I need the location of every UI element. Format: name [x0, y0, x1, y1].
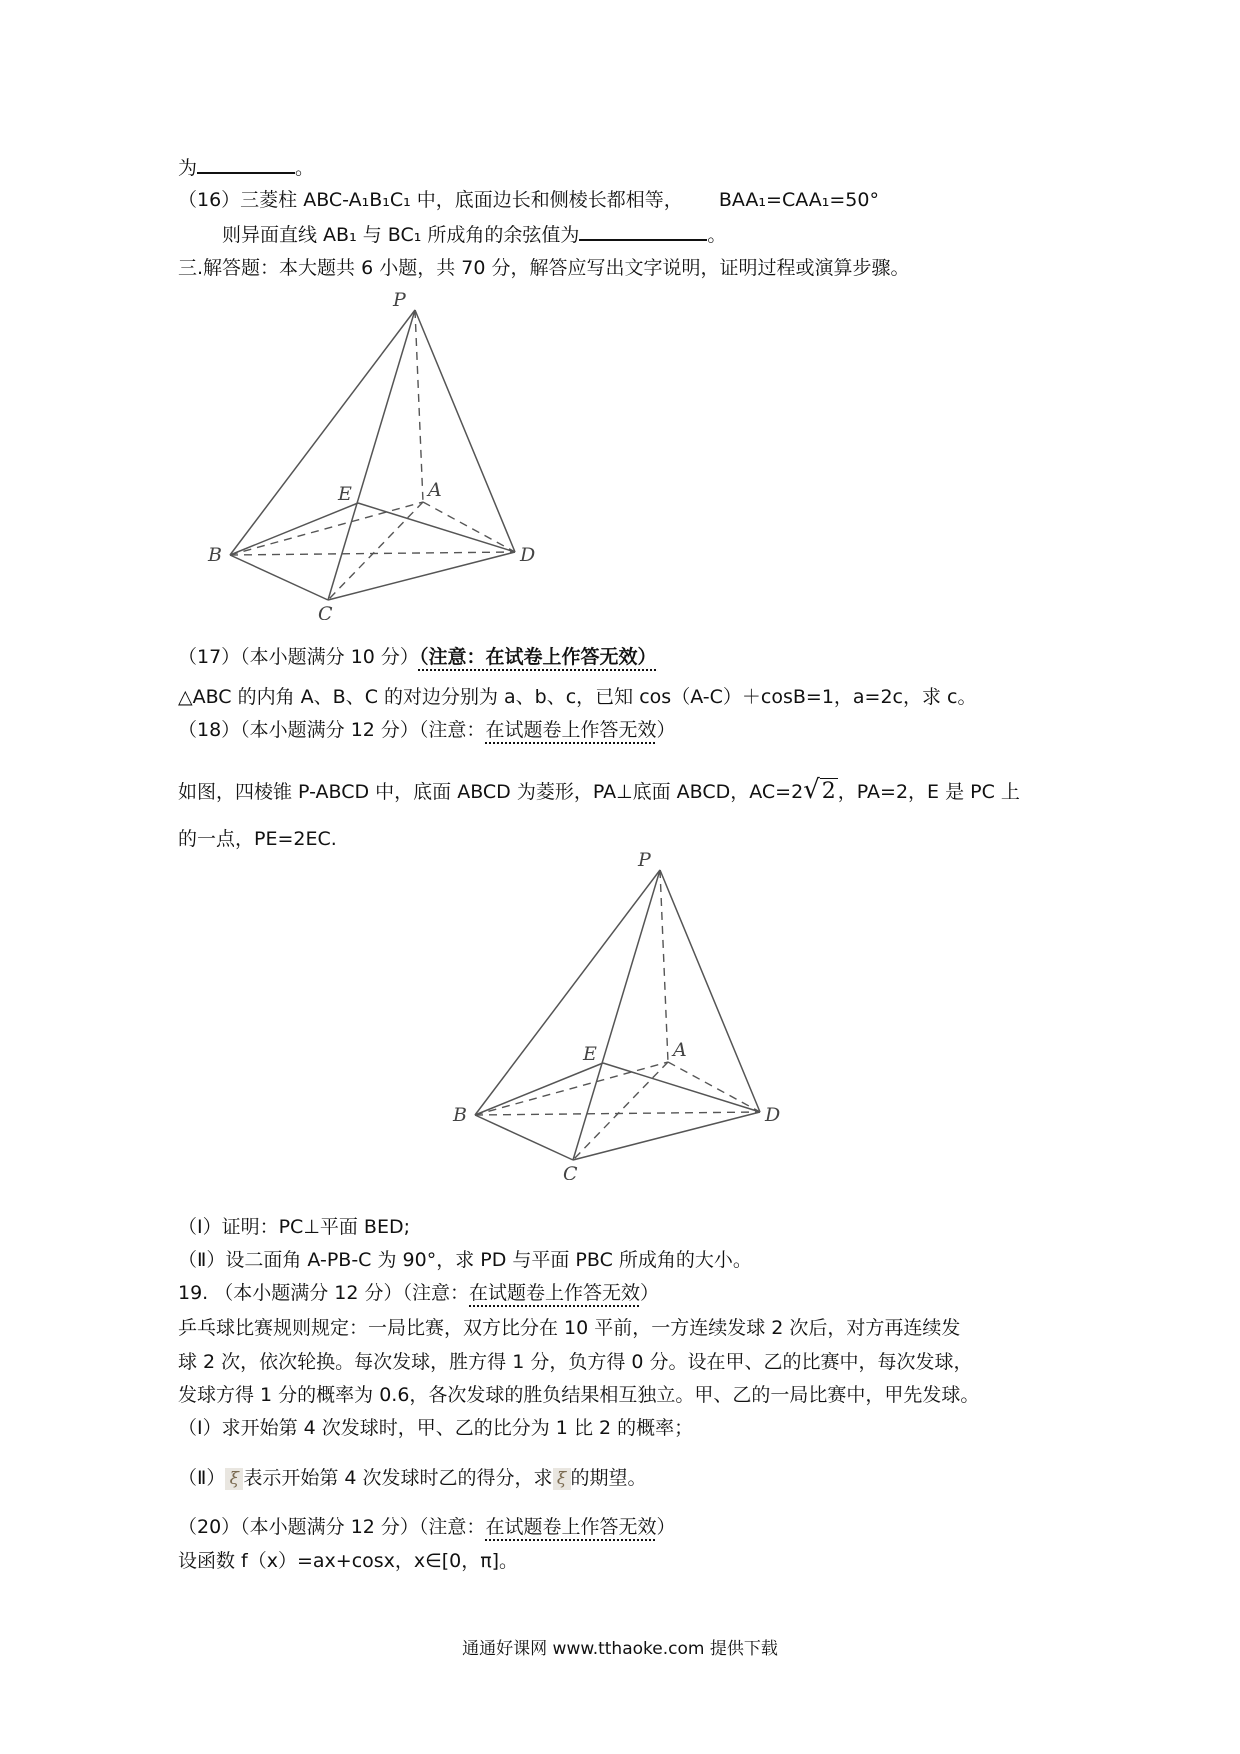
q16-line1 — [178, 186, 879, 214]
label-E: E — [338, 483, 352, 505]
q19-header — [178, 1279, 659, 1307]
label-E: E — [583, 1043, 597, 1065]
label-B: B — [208, 544, 222, 566]
q18-text — [178, 776, 1020, 806]
q15-suffix: 。 — [295, 157, 315, 179]
label-C: C — [563, 1163, 578, 1180]
edge-BA — [475, 1062, 668, 1115]
q17-note: （注意：在试卷上作答无效） — [418, 646, 657, 668]
edge-PB — [475, 870, 660, 1115]
edge-PD — [415, 310, 515, 552]
q16-text: （16）三菱柱 ABC-A₁B₁C₁ 中，底面边长和侧棱长都相等， — [178, 189, 683, 211]
q19-para3: 发球方得 1 分的概率为 0.6，各次发球的胜负结果相互独立。甲、乙的一局比赛中，甲先发球。 — [178, 1384, 980, 1406]
q16-angle: BAA₁=CAA₁=50° — [718, 189, 879, 211]
label-D: D — [520, 544, 536, 566]
edge-BC — [230, 555, 328, 600]
q19-part2-a: （Ⅱ） — [178, 1467, 226, 1489]
edge-PD — [660, 870, 760, 1112]
q15-tail — [178, 152, 314, 182]
xi-symbol-image: ξ — [553, 1468, 571, 1490]
q18-points: （18）（本小题满分 12 分）（注意： — [178, 719, 486, 741]
edge-PC — [573, 870, 660, 1160]
q17-points: （17）（本小题满分 10 分） — [178, 646, 419, 668]
q19-points: 19. （本小题满分 12 分）（注意： — [178, 1282, 470, 1304]
q18-text2: 的一点，PE=2EC. — [178, 828, 337, 850]
edge-PC — [328, 310, 415, 600]
q17-text: △ABC 的内角 A、B、C 的对边分别为 a、b、c，已知 cos（A-C）＋cosB=1，a=2c，求 c。 — [178, 686, 977, 708]
label-A: A — [673, 1039, 687, 1061]
edge-BC — [475, 1115, 573, 1160]
label-B: B — [453, 1104, 467, 1126]
sqrt-symbol: √2 — [803, 775, 836, 805]
q19-para2: 球 2 次，依次轮换。每次发球，胜方得 1 分，负方得 0 分。设在甲、乙的比赛中，每次发球， — [178, 1351, 973, 1373]
label-A: A — [428, 479, 442, 501]
sqrt-radicand: 2 — [821, 779, 836, 804]
q18-text-b: ，PA=2，E 是 PC 上 — [837, 781, 1020, 803]
xi-symbol-image: ξ — [225, 1468, 243, 1490]
edge-PA — [660, 870, 668, 1062]
page-footer: 通通好课网 www.tthaoke.com 提供下载 — [462, 1639, 778, 1659]
q18-header — [178, 716, 675, 744]
q17-header — [178, 643, 656, 671]
q20-points: （20）（本小题满分 12 分）（注意： — [178, 1516, 486, 1538]
q15-prefix: 为 — [178, 157, 198, 179]
answer-blank-16[interactable] — [579, 219, 707, 241]
q19-part1: （Ⅰ）求开始第 4 次发球时，甲、乙的比分为 1 比 2 的概率； — [178, 1417, 694, 1439]
q20-note: 在试题卷上作答无效 — [485, 1516, 657, 1538]
q18-note: 在试题卷上作答无效 — [485, 719, 657, 741]
q16-question: 则异面直线 AB₁ 与 BC₁ 所成角的余弦值为 — [222, 224, 580, 246]
q20-text: 设函数 f（x）=ax+cosx，x∈[0，π]。 — [178, 1550, 519, 1572]
q19-part2-c: 的期望。 — [570, 1467, 647, 1489]
q19-part2 — [178, 1464, 647, 1492]
edge-CD — [573, 1112, 760, 1160]
q19-header-end: ） — [640, 1282, 660, 1304]
q19-note: 在试题卷上作答无效 — [469, 1282, 641, 1304]
label-C: C — [318, 603, 333, 620]
pyramid-figure-1 — [200, 290, 560, 620]
pyramid-figure-2 — [445, 850, 805, 1180]
answer-blank-15[interactable] — [197, 152, 295, 174]
q19-part2-b: 表示开始第 4 次发球时乙的得分，求 — [243, 1467, 553, 1489]
edge-BA — [230, 502, 423, 555]
q18-part2: （Ⅱ）设二面角 A-PB-C 为 90°，求 PD 与平面 PBC 所成角的大小。 — [178, 1249, 752, 1271]
q19-para1: 乒乓球比赛规则规定：一局比赛，双方比分在 10 平前，一方连续发球 2 次后，对方再连续发 — [178, 1317, 961, 1339]
q18-text-a: 如图，四棱锥 P-ABCD 中，底面 ABCD 为菱形，PA⊥底面 ABCD，AC=2 — [178, 781, 804, 803]
q20-header-end: ） — [656, 1516, 676, 1538]
edge-CD — [328, 552, 515, 600]
q18-header-end: ） — [656, 719, 676, 741]
edge-PA — [415, 310, 423, 502]
label-P: P — [638, 850, 651, 871]
q16-line2 — [222, 219, 726, 249]
section3-heading: 三.解答题：本大题共 6 小题，共 70 分，解答应写出文字说明，证明过程或演算步骤。 — [178, 257, 910, 279]
label-D: D — [765, 1104, 781, 1126]
edge-PB — [230, 310, 415, 555]
q18-part1: （Ⅰ）证明：PC⊥平面 BED; — [178, 1216, 410, 1238]
q16-end: 。 — [707, 224, 727, 246]
q20-header — [178, 1513, 675, 1541]
label-P: P — [393, 290, 406, 311]
